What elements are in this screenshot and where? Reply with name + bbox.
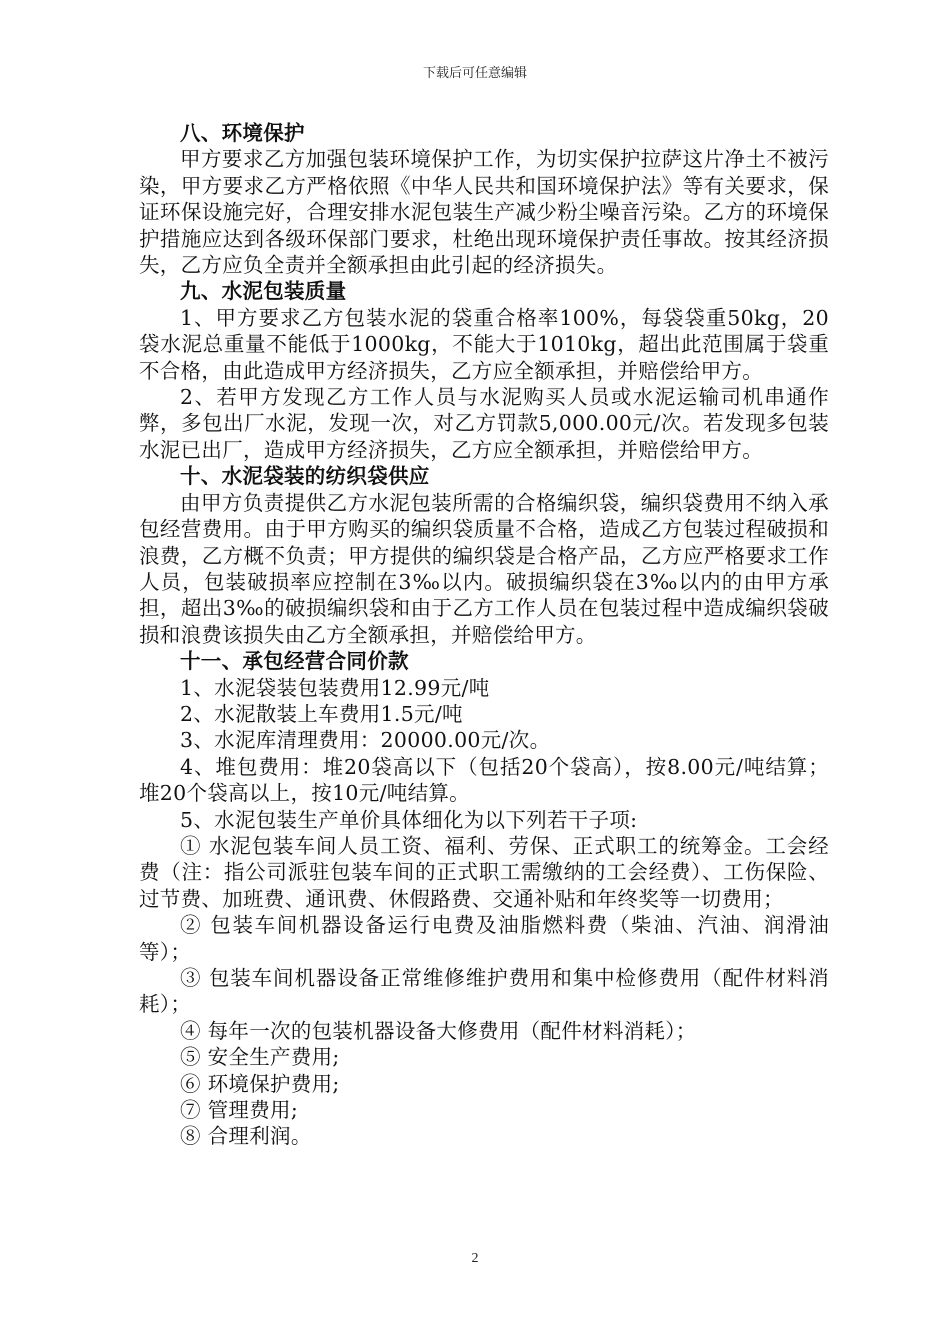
section-9-paragraph-1: 1、甲方要求乙方包装水泥的袋重合格率100%，每袋袋重50kg，20袋水泥总重量不能低于1000kg，不能大于1010kg，超出此范围属于袋重不合格，由此造成甲方经济损失，乙方应全额承担，并赔偿给甲方。: [139, 305, 829, 383]
price-item-2: 2、水泥散装上车费用1.5元/吨: [180, 701, 463, 726]
sub-item-1: ① 水泥包装车间人员工资、福利、劳保、正式职工的统筹金。工会经费（注：指公司派驻包装车间的正式职工需缴纳的工会经费）、工伤保险、过节费、加班费、通讯费、休假路费、交通补贴和年终奖等一切费用；: [139, 833, 829, 911]
section-10-paragraph: 由甲方负责提供乙方水泥包装所需的合格编织袋，编织袋费用不纳入承包经营费用。由于甲方购买的编织袋质量不合格，造成乙方包装过程破损和浪费，乙方概不负责；甲方提供的编织袋是合格产品，乙方应严格要求工作人员，包装破损率应控制在3‰以内。破损编织袋在3‰以内的由甲方承担，超出3‰的破损编织袋和由于乙方工作人员在包装过程中造成编织袋破损和浪费该损失由乙方全额承担，并赔偿给甲方。: [139, 490, 829, 647]
sub-item-6: ⑥ 环境保护费用;: [180, 1071, 340, 1096]
section-heading-8: 八、环境保护: [180, 121, 305, 145]
price-item-5: 5、水泥包装生产单价具体细化为以下列若干子项:: [180, 807, 638, 832]
price-item-3: 3、水泥库清理费用：20000.00元/次。: [180, 728, 551, 753]
section-heading-10: 十、水泥袋装的纺织袋供应: [180, 464, 430, 489]
page-number: 2: [471, 1251, 479, 1266]
section-heading-11: 十一、承包经营合同价款: [180, 649, 409, 674]
price-item-4: 4、堆包费用：堆20袋高以下（包括20个袋高），按8.00元/吨结算；堆20个袋高以上，按10元/吨结算。: [139, 754, 829, 806]
price-item-1: 1、水泥袋装包装费用12.99元/吨: [180, 675, 490, 700]
sub-item-2: ② 包装车间机器设备运行电费及油脂燃料费（柴油、汽油、润滑油等）；: [139, 913, 829, 964]
sub-item-3: ③ 包装车间机器设备正常维修维护费用和集中检修费用（配件材料消耗）；: [139, 966, 829, 1017]
document-body: [139, 120, 829, 1150]
sub-item-5: ⑤ 安全生产费用;: [180, 1045, 340, 1070]
section-8-paragraph: 甲方要求乙方加强包装环境保护工作，为切实保护拉萨这片净土不被污染，甲方要求乙方严格依照《中华人民共和国环境保护法》等有关要求，保证环保设施完好，合理安排水泥包装生产减少粉尘噪音污染。乙方的环境保护措施应达到各级环保部门要求，杜绝出现环境保护责任事故。按其经济损失，乙方应负全责并全额承担由此引起的经济损失。: [139, 147, 829, 278]
header-note: 下载后可任意编辑: [422, 66, 527, 81]
sub-item-8: ⑧ 合理利润。: [180, 1124, 312, 1149]
section-heading-9: 九、水泥包装质量: [180, 279, 347, 304]
section-9-paragraph-2: 2、若甲方发现乙方工作人员与水泥购买人员或水泥运输司机串通作弊，多包出厂水泥，发现一次，对乙方罚款5,000.00元/次。若发现多包装水泥已出厂，造成甲方经济损失，乙方应全额承担，并赔偿给甲方。: [139, 385, 829, 462]
sub-item-7: ⑦ 管理费用;: [180, 1098, 299, 1123]
sub-item-4: ④ 每年一次的包装机器设备大修费用（配件材料消耗）；: [180, 1018, 697, 1043]
